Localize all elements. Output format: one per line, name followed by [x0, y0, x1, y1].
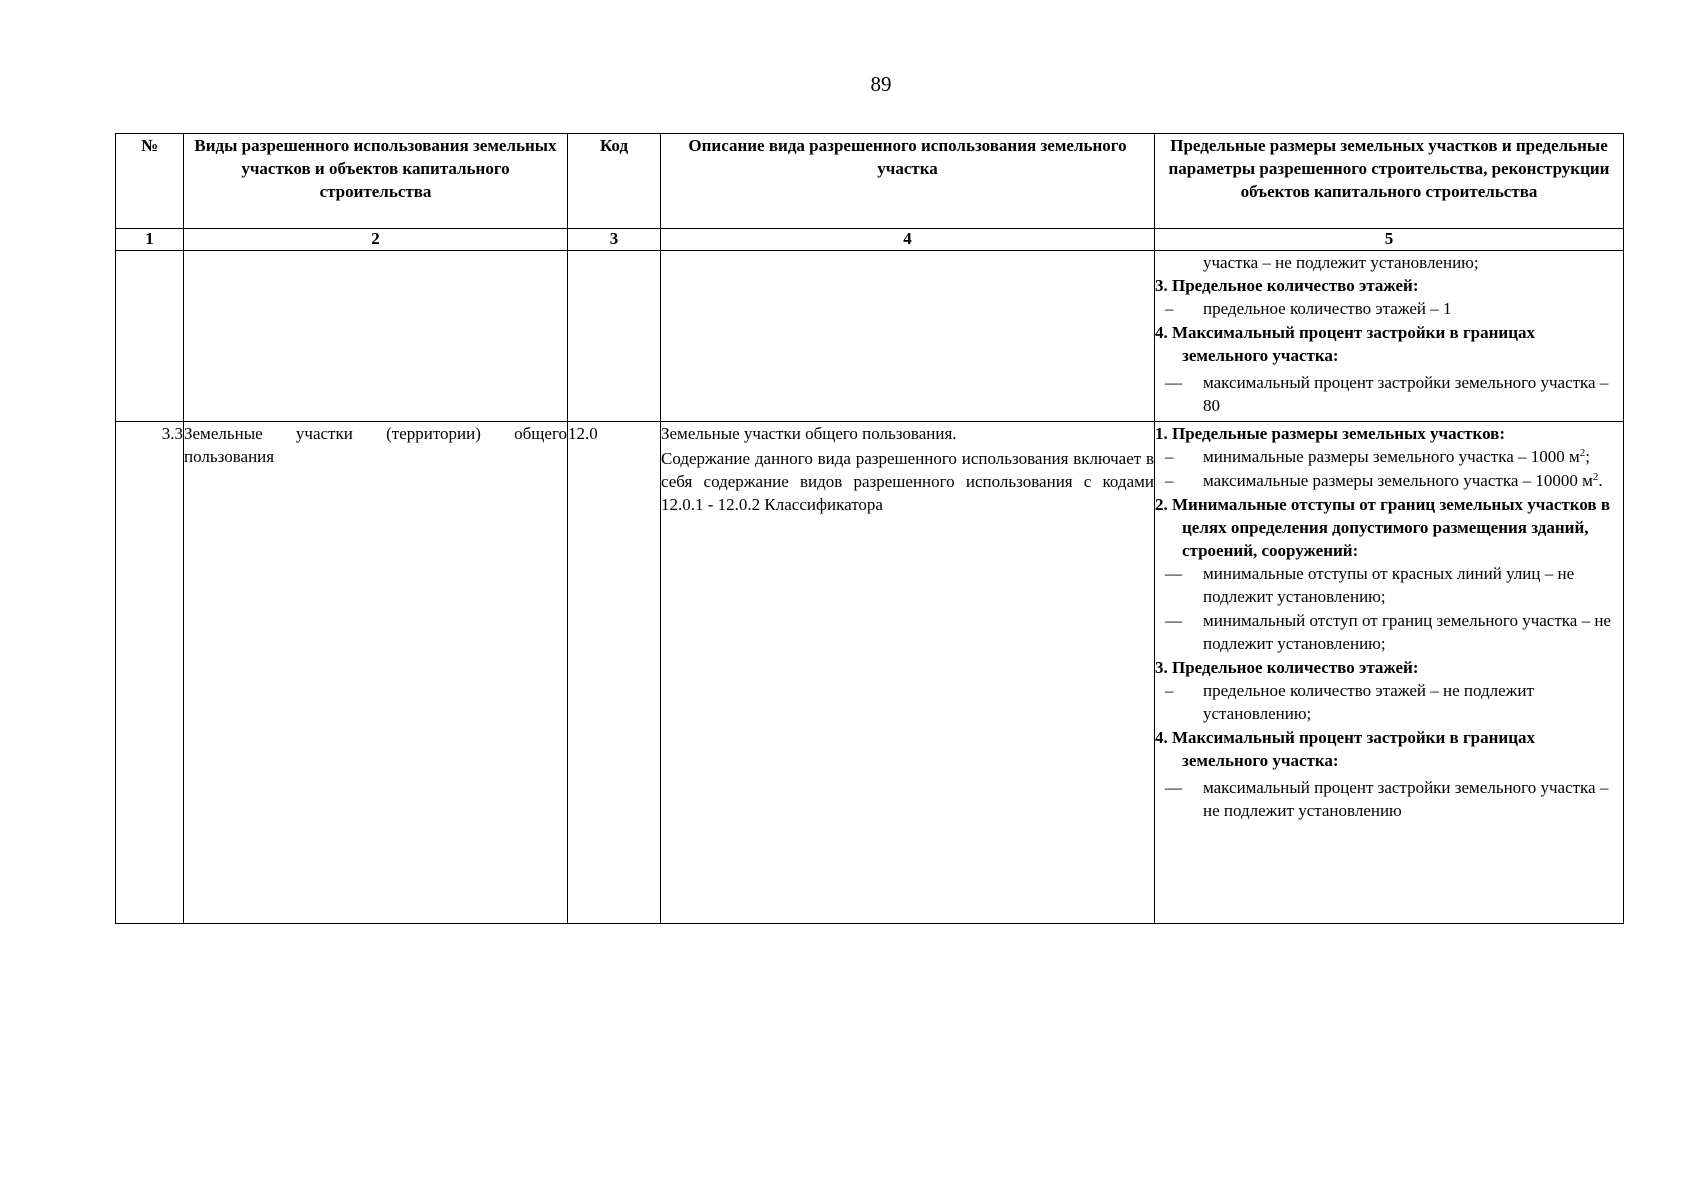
param-text: участка – не подлежит установлению;	[1203, 253, 1479, 272]
param-bullet-text: предельное количество этажей – не подлежит установлению;	[1203, 681, 1534, 723]
page-number: 89	[870, 72, 892, 96]
column-number-3: 3	[568, 229, 661, 251]
param-heading: 2. Минимальные отступы от границ земельных участков в целях определения допустимого размещения зданий, строений, сооружений:	[1155, 495, 1611, 560]
superscript: 2	[1592, 471, 1599, 483]
dash-marker: —	[1165, 564, 1182, 583]
cell-description	[661, 251, 1155, 422]
description-paragraph: Содержание данного вида разрешенного использования включает в себя содержание видов разрешенного использования с кодами 12.0.1 - 12.0.2 Классификатора	[661, 449, 1154, 514]
param-bullet-text: минимальный отступ от границ земельного участка – не подлежит установлению;	[1203, 611, 1611, 653]
cell-parameters	[1155, 251, 1624, 422]
param-bullet-value: 1000 м	[1530, 447, 1580, 466]
param-bullet-text: минимальные отступы от красных линий улиц – не подлежит установлению;	[1203, 564, 1575, 606]
cell-code	[568, 251, 661, 422]
description-paragraph: Земельные участки общего пользования.	[661, 424, 957, 443]
column-number-row	[116, 229, 1624, 251]
dash-marker: —	[1165, 611, 1182, 630]
dash-marker: –	[1165, 447, 1174, 466]
header-land-use-types: Виды разрешенного использования земельных участков и объектов капитального строительства	[184, 134, 568, 229]
dash-marker: –	[1165, 471, 1174, 490]
dash-marker: —	[1165, 373, 1182, 392]
cell-name: Земельные участки (территории) общего пользования	[184, 422, 568, 924]
superscript: 2	[1579, 447, 1586, 459]
param-bullet	[1155, 371, 1623, 417]
column-number-2: 2	[184, 229, 568, 251]
cell-name	[184, 251, 568, 422]
param-bullet-text: максимальный процент застройки земельного участка – 80	[1203, 373, 1609, 415]
column-number-1: 1	[116, 229, 184, 251]
param-bullet	[1155, 445, 1623, 468]
column-number-4: 4	[661, 229, 1155, 251]
header-row	[116, 134, 1624, 229]
dash-marker: –	[1165, 299, 1174, 318]
dash-marker: —	[1165, 778, 1182, 797]
cell-number: 3.3	[116, 422, 184, 924]
param-heading: 4. Максимальный процент застройки в границах земельного участка:	[1155, 728, 1536, 770]
param-bullet-text: максимальный процент застройки земельного участка – не подлежит установлению	[1203, 778, 1609, 820]
param-bullet	[1155, 609, 1623, 655]
param-bullet	[1155, 679, 1623, 725]
punctuation: ;	[1585, 447, 1590, 466]
cell-description	[661, 422, 1155, 924]
cell-parameters	[1155, 422, 1624, 924]
header-number: №	[116, 134, 184, 229]
param-heading: 3. Предельное количество этажей:	[1155, 658, 1419, 677]
header-parameters: Предельные размеры земельных участков и предельные параметры разрешенного строительства, реконструкции объектов капитального строительства	[1155, 134, 1624, 229]
param-heading: 4. Максимальный процент застройки в границах земельного участка:	[1155, 323, 1536, 365]
column-number-5: 5	[1155, 229, 1624, 251]
cell-number	[116, 251, 184, 422]
header-code: Код	[568, 134, 661, 229]
dash-marker: –	[1165, 681, 1174, 700]
punctuation: .	[1598, 471, 1603, 490]
param-bullet	[1155, 562, 1623, 608]
cell-code: 12.0	[568, 422, 661, 924]
table-row-continuation	[116, 251, 1624, 422]
param-bullet	[1155, 469, 1623, 492]
param-bullet	[1155, 297, 1623, 320]
param-bullet-text: максимальные размеры земельного участка –	[1203, 471, 1532, 490]
header-description: Описание вида разрешенного использования земельного участка	[661, 134, 1155, 229]
param-bullet-value: 10000 м	[1535, 471, 1593, 490]
table-row-3-3	[116, 422, 1624, 924]
param-heading: 3. Предельное количество этажей:	[1155, 276, 1419, 295]
land-use-regulations-table	[115, 133, 1624, 924]
param-bullet	[1155, 776, 1623, 822]
param-bullet-text: предельное количество этажей – 1	[1203, 299, 1452, 318]
param-bullet-text: минимальные размеры земельного участка –	[1203, 447, 1527, 466]
param-heading: 1. Предельные размеры земельных участков:	[1155, 424, 1506, 443]
